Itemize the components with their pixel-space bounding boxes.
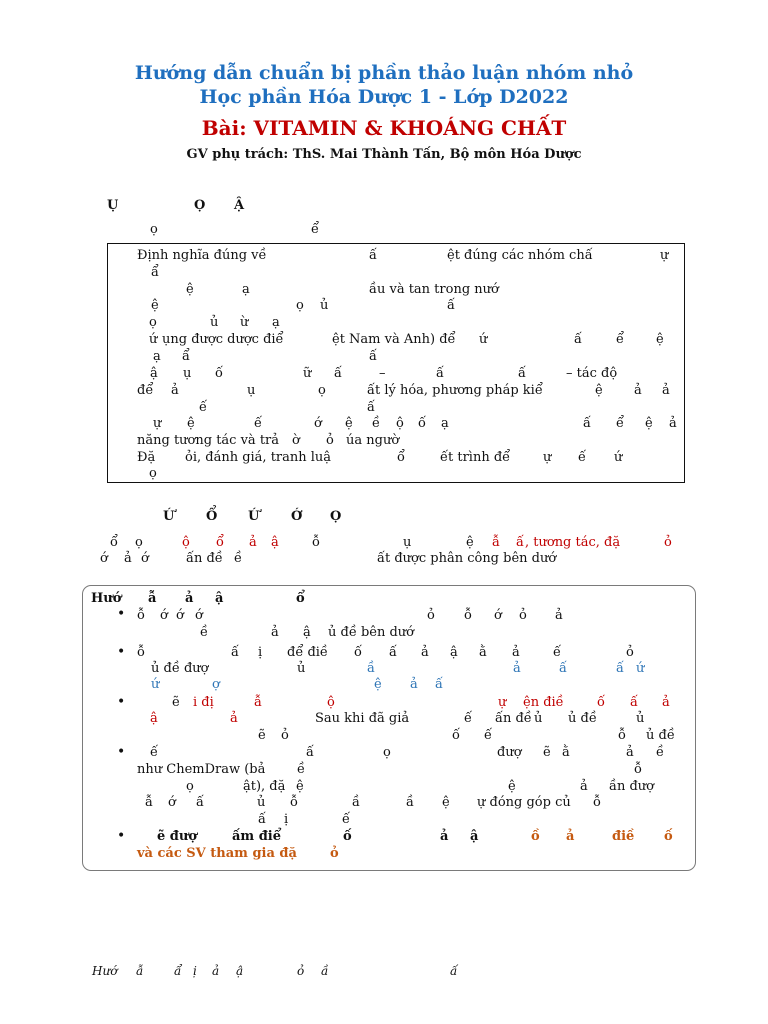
objectives-frag: ệ — [595, 383, 603, 398]
objectives-frag: ụng được dược điể — [162, 332, 284, 347]
instruction-frag: ả — [230, 711, 238, 726]
instructions-title-frag: Hướ — [91, 591, 122, 606]
instruction-frag: ấ — [196, 795, 204, 810]
objectives-frag: ệt đúng các nhóm chấ — [447, 248, 593, 263]
instruction-frag: ế — [484, 728, 492, 743]
instruction-frag: ậ — [450, 645, 458, 660]
bullet-icon: • — [117, 694, 126, 710]
footer-frag: ậ — [236, 964, 244, 978]
instruction-frag: ộ — [327, 695, 335, 710]
instruction-frag: đượ — [497, 745, 522, 760]
objectives-frag: ự — [153, 416, 162, 431]
objectives-frag: ự — [543, 450, 552, 465]
section2-frag: ổ — [216, 535, 224, 550]
instruction-frag: ằ — [562, 745, 570, 760]
instruction-frag: ệ — [508, 779, 516, 794]
instruction-frag: ủ — [636, 711, 645, 726]
footer-frag: ấ — [450, 964, 458, 978]
instruction-frag: ủ đề đượ — [151, 661, 209, 676]
footer-frag: ẫ — [136, 964, 144, 978]
objectives-frag: ạ — [242, 282, 250, 297]
instruction-frag: ẽ đượ — [157, 829, 198, 844]
section2-frag: ỏ — [664, 535, 672, 550]
bullet-icon: • — [117, 828, 126, 844]
objectives-frag: ố — [215, 366, 223, 381]
objectives-frag: ất lý hóa, phương pháp kiể — [367, 383, 543, 398]
instruction-frag: ề — [656, 745, 664, 760]
instruction-frag: ỗ — [137, 645, 145, 660]
lesson-title — [0, 116, 768, 140]
objectives-frag: ủ — [320, 298, 329, 313]
instruction-frag: ế — [464, 711, 472, 726]
instruction-frag: ỗ — [464, 608, 472, 623]
instruction-frag: ứ — [151, 677, 160, 692]
objectives-frag: ậ — [150, 366, 158, 381]
instruction-frag: ả — [440, 829, 449, 844]
objectives-frag: ọ — [296, 298, 304, 313]
instruction-frag: ệ — [374, 677, 382, 692]
instruction-frag: ủ đề — [568, 711, 597, 726]
instruction-frag: ề — [200, 625, 208, 640]
section2-frag: ớ — [141, 551, 149, 566]
instruction-frag: ẽ — [543, 745, 551, 760]
instruction-frag: ỏ — [427, 608, 435, 623]
instruction-frag: ện điề — [523, 695, 564, 710]
instruction-frag: ế — [342, 812, 350, 827]
section2-frag: ọ — [135, 535, 143, 550]
instruction-frag: ệ — [296, 779, 304, 794]
instructor-line: GV phụ trách: ThS. Mai Thành Tấn, Bộ môn Hóa Dược — [186, 147, 582, 162]
instruction-frag: ủ — [297, 661, 306, 676]
section2-frag: ộ — [182, 535, 190, 550]
section2-frag: ậ — [271, 535, 279, 550]
objectives-frag: để — [137, 383, 154, 398]
instruction-frag: ấ — [435, 677, 443, 692]
objectives-frag: ệ — [345, 416, 353, 431]
instruction-frag: ự — [498, 695, 507, 710]
instruction-frag: ả — [410, 677, 418, 692]
lesson-name: VITAMIN & KHOÁNG CHẤT — [253, 116, 567, 140]
instruction-frag: ệ — [442, 795, 450, 810]
instruction-frag: ị — [284, 812, 289, 827]
instruction-frag: ỗ — [137, 608, 145, 623]
section2-heading-frag: Ớ — [291, 509, 303, 524]
objectives-frag: Định nghĩa đúng về — [137, 248, 267, 263]
objectives-frag: – — [379, 366, 386, 381]
objectives-frag: ả — [662, 383, 670, 398]
instruction-frag: ả — [566, 829, 575, 844]
section1-sub-frag: ọ — [150, 222, 158, 237]
instruction-frag: ứ — [636, 661, 645, 676]
objectives-frag: ớ — [314, 416, 322, 431]
objectives-frag: ự — [660, 248, 669, 263]
instruction-frag: ấ — [559, 661, 567, 676]
instruction-frag: ả — [662, 695, 670, 710]
footer-frag: ả — [212, 964, 220, 978]
objectives-frag: ờ — [292, 433, 300, 448]
instruction-frag: ỗ — [634, 762, 642, 777]
objectives-frag: ấ — [574, 332, 582, 347]
instruction-frag: ấ — [258, 812, 266, 827]
section1-heading-frag: Ụ — [107, 198, 119, 213]
instruction-frag: ầ — [352, 795, 360, 810]
instruction-frag: ị — [258, 645, 263, 660]
objectives-frag: – tác độ — [566, 366, 618, 381]
instruction-frag: ả — [421, 645, 429, 660]
section2-frag: ất được phân công bên dướ — [377, 551, 557, 566]
instruction-frag: ấ — [616, 661, 624, 676]
objectives-frag: ể — [616, 416, 624, 431]
instruction-frag: ấ — [306, 745, 314, 760]
objectives-frag: ủ — [210, 315, 219, 330]
objectives-frag: ả — [634, 383, 642, 398]
objectives-frag: ố — [418, 416, 426, 431]
objectives-frag: ẩ — [151, 265, 159, 280]
instruction-frag: ả — [580, 779, 588, 794]
instruction-frag: ả — [512, 645, 520, 660]
instruction-frag: ỗ — [618, 728, 626, 743]
objectives-frag: ứ — [614, 450, 623, 465]
section2-frag: ẫ — [492, 535, 500, 550]
page-title-line2: Học phần Hóa Dược 1 - Lớp D2022 — [199, 86, 569, 108]
instruction-frag: ậ — [150, 711, 158, 726]
instruction-frag: như ChemDraw (bả — [137, 762, 266, 777]
footer-frag: Hướ — [92, 964, 118, 978]
objectives-frag: ế — [578, 450, 586, 465]
instruction-frag: điề — [612, 829, 635, 844]
objectives-frag: Đặ — [137, 450, 156, 465]
objectives-frag: ẩ — [182, 349, 190, 364]
instruction-frag: ật), đặ — [243, 779, 286, 794]
instruction-frag: ẫ — [254, 695, 262, 710]
instruction-frag: ố — [597, 695, 605, 710]
section1-heading-frag: Ậ — [234, 198, 245, 213]
instruction-frag: ấ — [231, 645, 239, 660]
instruction-frag: ầ — [406, 795, 414, 810]
footer-frag: ẩ — [174, 964, 182, 978]
objectives-frag: ấ — [583, 416, 591, 431]
objectives-frag: ữ — [303, 366, 312, 381]
objectives-frag: ổ — [397, 450, 405, 465]
objectives-frag: ấ — [436, 366, 444, 381]
objectives-frag: ầu và tan trong nướ — [369, 282, 499, 297]
instruction-frag: ủ đề — [646, 728, 675, 743]
instruction-frag: ỗ — [290, 795, 298, 810]
section2-heading-frag: Ứ — [163, 509, 175, 524]
bullet-icon: • — [117, 744, 126, 760]
instruction-frag: ả — [271, 625, 279, 640]
objectives-frag: ệ — [151, 298, 159, 313]
objectives-frag: ộ — [396, 416, 404, 431]
instruction-frag: ấm điể — [232, 829, 282, 844]
section2-frag: ệ — [466, 535, 474, 550]
objectives-frag: ấ — [447, 298, 455, 313]
section2-heading-frag: Ổ — [206, 509, 218, 524]
objectives-frag: ứ — [149, 332, 158, 347]
instruction-frag: ủ — [257, 795, 266, 810]
objectives-frag: ế — [199, 400, 207, 415]
section2-frag: ổ — [110, 535, 118, 550]
section2-frag: , tương tác, đặ — [525, 535, 621, 550]
objectives-frag: ệt Nam và Anh) để — [332, 332, 456, 347]
objectives-frag: ọ — [149, 466, 157, 481]
objectives-frag: ọ — [149, 315, 157, 330]
objectives-frag: ạ — [153, 349, 161, 364]
objectives-frag: ả — [669, 416, 677, 431]
instruction-frag: ả — [626, 745, 634, 760]
instructions-title-frag: ả — [185, 591, 194, 606]
instruction-frag: ẽ — [258, 728, 266, 743]
instruction-frag: ủ đề bên dướ — [328, 625, 414, 640]
objectives-frag: ỏ — [326, 433, 334, 448]
instruction-frag: ự đóng góp củ — [477, 795, 571, 810]
instruction-frag: ớ — [160, 608, 168, 623]
instruction-frag: ậ — [470, 829, 479, 844]
section2-heading-frag: Ứ — [248, 509, 260, 524]
instruction-frag: ấn đề — [495, 711, 532, 726]
objectives-frag: ạ — [441, 416, 449, 431]
objectives-frag: ứ — [479, 332, 488, 347]
instruction-frag: và các SV tham gia đặ — [137, 846, 297, 861]
objectives-frag: ấ — [518, 366, 526, 381]
objectives-frag: ấ — [369, 349, 377, 364]
instruction-frag: ả — [513, 661, 521, 676]
instruction-frag: ần đượ — [609, 779, 654, 794]
objectives-frag: ả — [171, 383, 179, 398]
objectives-frag: ấ — [369, 248, 377, 263]
objectives-frag: ạ — [272, 315, 280, 330]
objectives-frag: ể — [616, 332, 624, 347]
section2-frag: ớ — [100, 551, 108, 566]
instruction-frag: ế — [553, 645, 561, 660]
instruction-frag: ố — [343, 829, 352, 844]
section2-frag: ấn đề — [186, 551, 223, 566]
section2-frag: ả — [249, 535, 257, 550]
instruction-frag: ấ — [630, 695, 638, 710]
objectives-frag: ệ — [187, 416, 195, 431]
instruction-frag: ố — [664, 829, 673, 844]
instructions-title-frag: ổ — [296, 591, 305, 606]
section2-frag: ỗ — [312, 535, 320, 550]
instruction-frag: ả — [555, 608, 563, 623]
objectives-frag: ỏi, đánh giá, tranh luậ — [185, 450, 332, 465]
objectives-frag: ệ — [656, 332, 664, 347]
objectives-frag: ụ — [247, 383, 256, 398]
instructions-title-frag: ậ — [215, 591, 224, 606]
objectives-frag: ề — [372, 416, 380, 431]
instruction-frag: ố — [354, 645, 362, 660]
page-title-line1: Hướng dẫn chuẩn bị phần thảo luận nhóm nhỏ — [134, 62, 634, 84]
section2-heading-frag: Ọ — [330, 509, 342, 524]
instruction-frag: ỏ — [330, 846, 339, 861]
instruction-frag: i đị — [193, 695, 214, 710]
instruction-frag: ậ — [303, 625, 311, 640]
section1-heading-frag: Ọ — [194, 198, 206, 213]
objectives-frag: ừ — [240, 315, 249, 330]
footer-frag: ầ — [321, 964, 329, 978]
objectives-frag: ấ — [367, 400, 375, 415]
objectives-frag: ệ — [645, 416, 653, 431]
instruction-frag: ẽ — [172, 695, 180, 710]
instruction-frag: ớ — [168, 795, 176, 810]
bullet-icon: • — [117, 606, 126, 622]
lesson-prefix: Bài: — [201, 116, 254, 140]
objectives-frag: ệ — [186, 282, 194, 297]
instruction-frag: ỏ — [281, 728, 289, 743]
instruction-frag: ủ — [534, 711, 543, 726]
instruction-frag: Sau khi đã giả — [315, 711, 410, 726]
section2-frag: ấ — [516, 535, 524, 550]
instruction-frag: ầ — [367, 661, 375, 676]
instruction-frag: ớ — [494, 608, 502, 623]
objectives-frag: úa ngườ — [346, 433, 400, 448]
section2-frag: ụ — [403, 535, 412, 550]
instruction-frag: ớ — [176, 608, 184, 623]
instruction-frag: ề — [297, 762, 305, 777]
objectives-frag: ấ — [334, 366, 342, 381]
objectives-frag: ụ — [183, 366, 192, 381]
footer-frag: ị — [193, 964, 197, 978]
instruction-frag: ỏ — [519, 608, 527, 623]
instruction-frag: ọ — [186, 779, 194, 794]
instruction-frag: ằ — [479, 645, 487, 660]
instruction-frag: ỏ — [626, 645, 634, 660]
instruction-frag: ấ — [389, 645, 397, 660]
footer-frag: ỏ — [297, 964, 305, 978]
section2-frag: ả — [124, 551, 132, 566]
instructions-title-frag: ẫ — [148, 591, 157, 606]
section2-frag: ề — [234, 551, 242, 566]
objectives-frag: ế — [254, 416, 262, 431]
objectives-frag: năng tương tác và trả — [137, 433, 280, 448]
instruction-frag: để điề — [287, 645, 328, 660]
instruction-frag: ế — [150, 745, 158, 760]
instruction-frag: ố — [452, 728, 460, 743]
objectives-frag: ết trình để — [440, 450, 511, 465]
section1-sub-frag: ể — [311, 222, 319, 237]
instruction-frag: ợ — [212, 677, 220, 692]
instruction-frag: ớ — [195, 608, 203, 623]
instruction-frag: ỗ — [593, 795, 601, 810]
instruction-frag: ẫ — [145, 795, 153, 810]
objectives-frag: ọ — [318, 383, 326, 398]
bullet-icon: • — [117, 644, 126, 660]
instruction-frag: ồ — [531, 829, 540, 844]
instruction-frag: ọ — [383, 745, 391, 760]
